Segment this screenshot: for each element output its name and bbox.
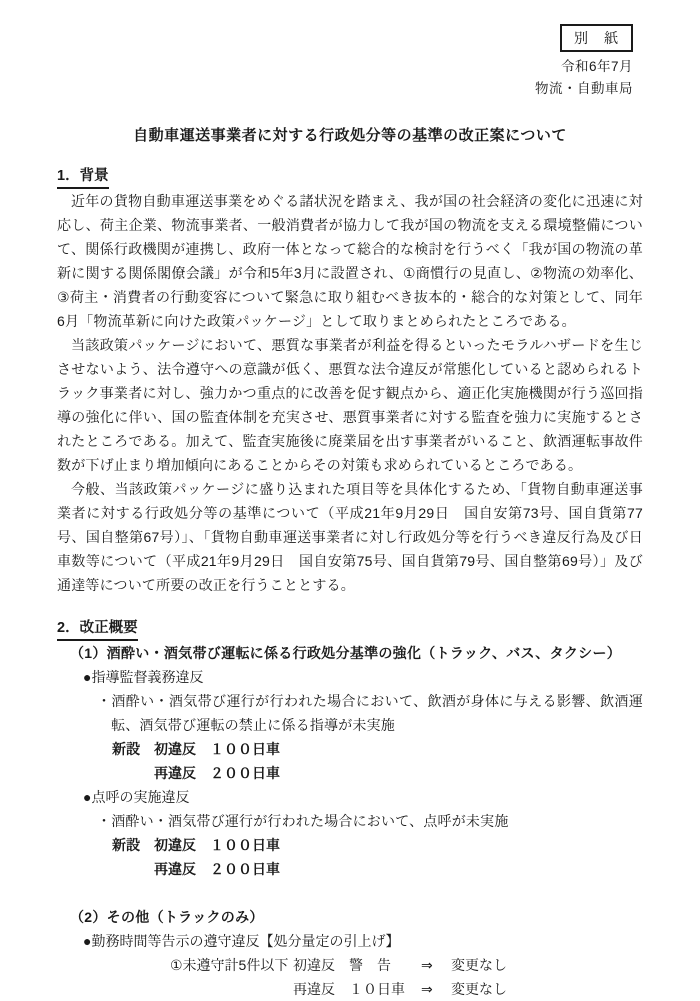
rule-change-result: 変更なし (451, 957, 507, 973)
arrow-icon: ⇒ (421, 981, 433, 997)
section-2-heading (57, 616, 643, 641)
violation-detail: ・酒酔い・酒気帯び運行が行われた場合において、飲酒が身体に与える影響、飲酒運転、酒気帯び運転の禁止に係る指導が未実施 (97, 693, 643, 733)
penalty-type: 初違反 (154, 741, 196, 757)
violation-detail: ・酒酔い・酒気帯び運行が行われた場合において、点呼が未実施 (97, 813, 509, 829)
rule-change-rows (170, 953, 643, 1001)
background-paragraph-1: 近年の貨物自動車運送事業をめぐる諸状況を踏まえ、我が国の社会経済の変化に迅速に対応し、荷主企業、物流事業者、一般消費者が協力して我が国の物流を支える環境整備について、関係行政機関が連携し、政府一体となって総合的な検討を行うべく「我が国の物流の革新に関する関係閣僚会議」が令和5年3月に設置され、①商慣行の見直し、②物流の効率化、③荷主・消費者の行動変容について緊急に取り組むべき抜本的・総合的な対策として、同年6月「物流革新に向けた政策パッケージ」として取りまとめられたところである。 (57, 193, 643, 329)
penalty-type: 再違反 (154, 861, 196, 877)
penalty-type: 再違反 (154, 765, 196, 781)
violation-bullet: ●勤務時間等告示の遵守違反【処分量定の引上げ】 (83, 933, 400, 949)
rule-change-row (170, 977, 643, 1001)
penalty-value: ２００日車 (210, 861, 280, 877)
rule-penalty-value: 警 告 (349, 957, 391, 973)
rule-violation-type: 初違反 (293, 957, 335, 973)
subsection-1-heading: （1）酒酔い・酒気帯び運転に係る行政処分基準の強化（トラック、バス、タクシー） (70, 645, 622, 661)
penalty-row (112, 761, 643, 785)
arrow-icon: ⇒ (421, 957, 433, 973)
rule-change-result: 変更なし (451, 981, 507, 997)
penalty-block (112, 833, 643, 881)
spacer (57, 881, 643, 905)
penalty-type: 初違反 (154, 837, 196, 853)
attachment-badge: 別 紙 (560, 24, 633, 52)
penalty-block (112, 737, 643, 785)
penalty-new-label: 新設 (112, 837, 140, 853)
section-1-heading (57, 164, 643, 189)
violation-bullet: ●指導監督義務違反 (83, 669, 204, 685)
rule-penalty-value: １０日車 (349, 981, 405, 997)
background-paragraph-3: 今般、当該政策パッケージに盛り込まれた項目等を具体化するため、「貨物自動車運送事業者に対する行政処分等の基準について（平成21年9月29日 国自安第73号、国自貨第77号、国自整第67号）」、「貨物自動車運送事業者に対し行政処分等を行うべき違反行為及び日車数等について（平成21年9月29日 国自安第75号、国自貨第79号、国自整第69号）」及び通達等について所要の改正を行うこととする。 (57, 481, 643, 593)
subsection-2-heading: （2）その他（トラックのみ） (70, 909, 264, 925)
document-title: 自動車運送事業者に対する行政処分等の基準の改正案について (133, 127, 567, 144)
violation-item-rollcall (57, 785, 643, 881)
background-paragraph-2: 当該政策パッケージにおいて、悪質な事業者が利益を得るといったモラルハザードを生じさせないよう、法令遵守への意識が低く、悪質な法令違反が常態化していると認められるトラック事業者に対し、強力かつ重点的に改善を促す観点から、適正化実施機関が行う巡回指導の強化に伴い、国の監査体制を充実させ、悪質事業者に対する監査を強力に実施するとされたところである。加えて、監査実施後に廃業届を出す事業者がいること、飲酒運転事故件数が下げ止まり増加傾向にあることからその対策も求められているところである。 (57, 337, 643, 473)
document-author: 物流・自動車局 (535, 81, 633, 96)
penalty-value: １００日車 (210, 837, 280, 853)
violation-bullet: ●点呼の実施違反 (83, 789, 190, 805)
penalty-value: １００日車 (210, 741, 280, 757)
document-date: 令和6年7月 (560, 59, 633, 74)
penalty-row (112, 737, 643, 761)
penalty-value: ２００日車 (210, 765, 280, 781)
section-1-heading-text: 1．背景 (57, 166, 109, 189)
penalty-row (112, 857, 643, 881)
rule-change-row (170, 953, 643, 977)
rule-condition: ①未遵守計5件以下 (170, 957, 289, 973)
rule-violation-type: 再違反 (293, 981, 335, 997)
section-2-heading-text: 2．改正概要 (57, 618, 138, 641)
violation-item-guidance (57, 665, 643, 785)
penalty-new-label: 新設 (112, 741, 140, 757)
document-header (57, 24, 643, 100)
penalty-row (112, 833, 643, 857)
